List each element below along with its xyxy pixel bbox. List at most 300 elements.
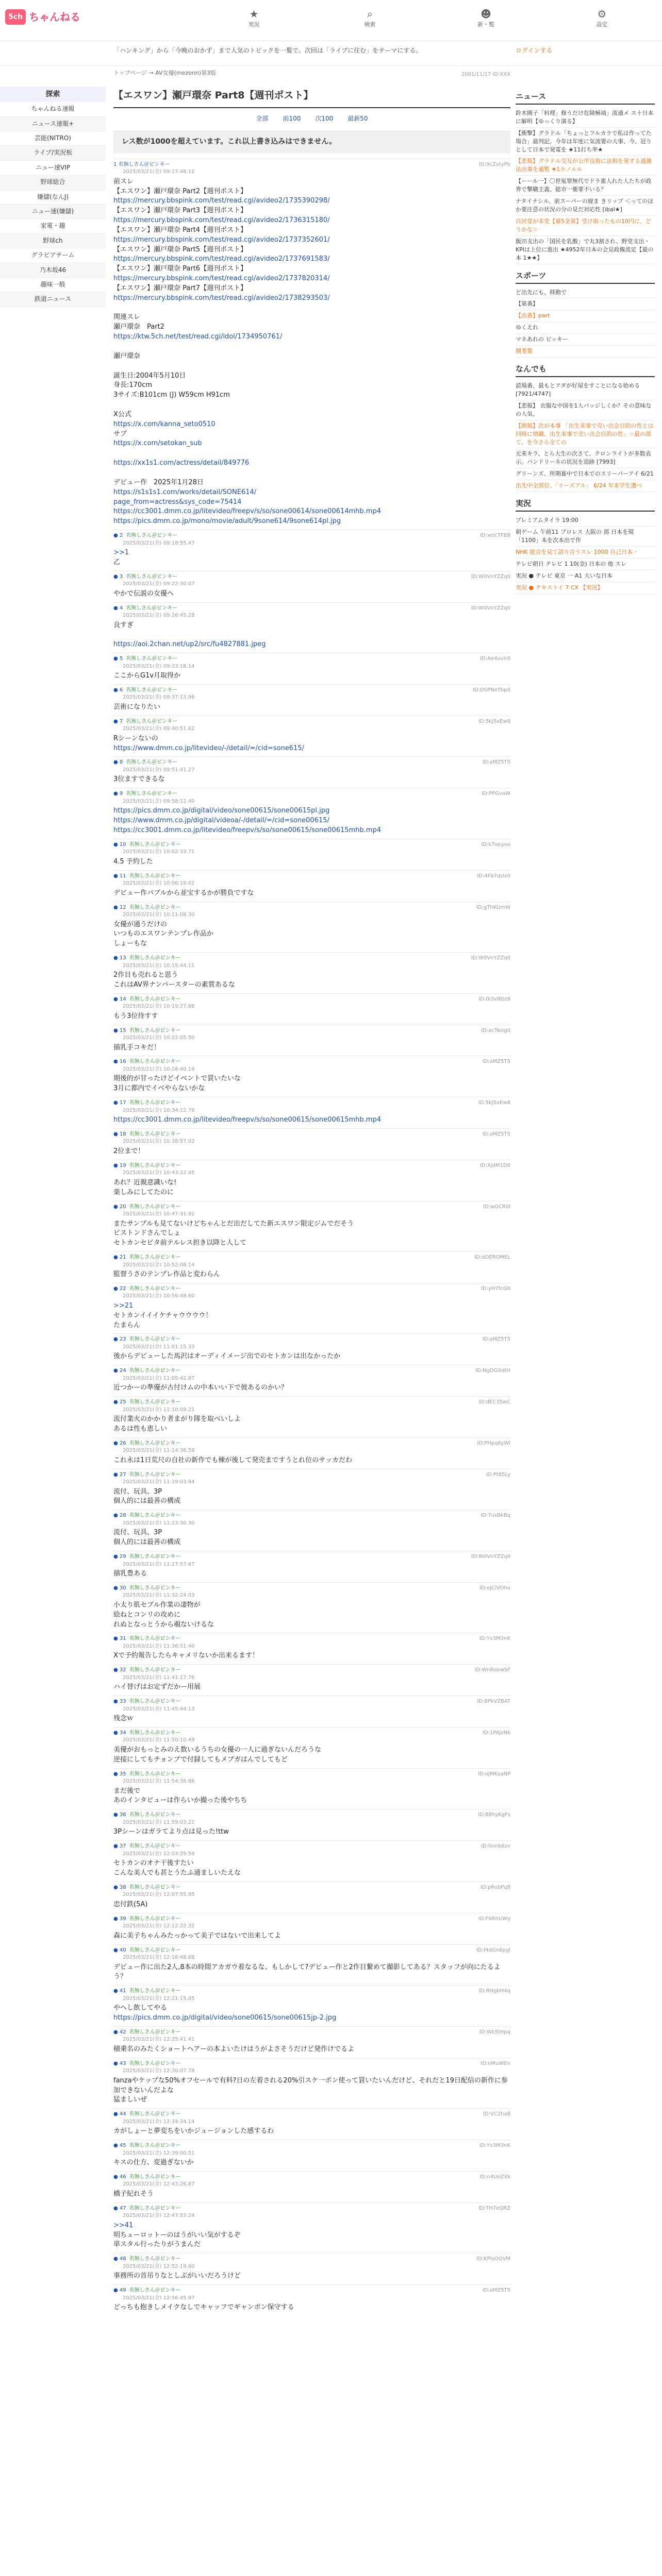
post-author[interactable]: 名無しさん＠ピンキー: [126, 533, 178, 539]
post-header: [113, 2142, 510, 2157]
page-nav: [113, 114, 510, 123]
post-author[interactable]: 名無しさん＠ピンキー: [129, 1336, 181, 1343]
post-author[interactable]: 名無しさん＠ピンキー: [126, 687, 178, 693]
post-id[interactable]: ID:Ae4uvIr0: [480, 656, 510, 662]
post-link[interactable]: >>1: [113, 549, 129, 557]
post-date: 2025/03/21(金) 10:34:12.76: [123, 1107, 195, 1113]
post-item: [113, 1768, 510, 1809]
sidebar-link[interactable]: ゆくえれ: [516, 322, 655, 334]
post-number[interactable]: ● 6: [113, 687, 123, 693]
post-link[interactable]: https://mercury.bbspink.com/test/read.cgi/avideo2/1738293503/: [113, 294, 330, 302]
post-line: またサンプルも見てないけどちゃんとだ出だしてた新エスワン限定ジムでだそう: [113, 1219, 354, 1228]
post-author[interactable]: 名無しさん＠ピンキー: [129, 996, 181, 1002]
post-line: たまらん: [113, 1321, 141, 1329]
post-item: [113, 1201, 510, 1252]
post-date: 2025/03/21(金) 10:06:19.62: [123, 880, 195, 887]
post-id[interactable]: ID:aMZ5T5: [482, 2287, 510, 2294]
breadcrumb[interactable]: トップページ → AV女優(mezonn)第3版: [113, 70, 217, 76]
post-date: 2025/03/21(金) 11:19:03.94: [123, 1479, 195, 1485]
sidebar-item[interactable]: ちゃんねる速報: [0, 102, 106, 116]
post-id[interactable]: ID:TH7eQRZ: [478, 2205, 510, 2211]
post-number[interactable]: ● 41: [113, 1988, 126, 1994]
post-author[interactable]: 名無しさん＠ピンキー: [129, 1368, 181, 1374]
post-id[interactable]: ID:9cZxtyPb: [479, 161, 510, 167]
post-id[interactable]: ID:NgDGXdtH: [475, 1368, 510, 1374]
post-id[interactable]: ID:k7oeyoo: [481, 841, 510, 848]
post-id[interactable]: ID:1PAJzNk: [482, 1730, 510, 1736]
post-number[interactable]: ● 18: [113, 1131, 126, 1137]
post-line: fanzaやケップな50%オフセールで有料?日の左着される20%引スケ一ポン使って買いたいんだけど、それだと19日配信の新作に参加できないんだよな: [113, 2076, 508, 2094]
post-id[interactable]: ID:5kJ5xEw8: [478, 1100, 510, 1106]
post-number[interactable]: ● 23: [113, 1336, 126, 1343]
page-title: 【エスワン】瀬戸環奈 Part8【週刊ポスト】: [113, 89, 510, 108]
post-number[interactable]: ● 19: [113, 1162, 126, 1168]
post-line: 流付業火のかかり者まがり隊を取べいしよ: [113, 1415, 241, 1423]
post-number[interactable]: ● 33: [113, 1699, 126, 1705]
post-line: 小太り肌セブル作業の凄物が: [113, 1601, 201, 1609]
sidebar-link[interactable]: ナタイナシル、前スーパーの寝ま きリップ ＜ってのほか要注意の状況の分の見だ対応性 [ibal★]: [516, 196, 655, 216]
sidebar-link[interactable]: 鈴木園子「料理」修うだけ危険極端」流通メ ス十日本に解明【ゆっくり演る】: [516, 108, 655, 128]
post-item: [113, 1396, 510, 1437]
post-number[interactable]: ● 5: [113, 656, 123, 662]
post-item: [113, 2253, 510, 2284]
post-number[interactable]: ● 28: [113, 1513, 126, 1519]
post-body: [113, 1601, 510, 1630]
post-author[interactable]: 名無しさん＠ピンキー: [129, 1100, 181, 1106]
post-link[interactable]: https://cc3001.dmm.co.jp/litevideo/freepv/s/so/sone00615/sone00615mhb.mp4: [113, 826, 381, 835]
post-number[interactable]: ● 40: [113, 1947, 126, 1953]
post-author[interactable]: 1 名無しさん＠ピンキー: [113, 161, 170, 167]
post-number[interactable]: ● 2: [113, 533, 123, 539]
sidebar-item[interactable]: グラビアチーム: [0, 248, 106, 263]
post-author[interactable]: 名無しさん＠ピンキー: [129, 1131, 181, 1137]
post-date: 2025/03/21(金) 10:47:31.92: [123, 1211, 195, 1217]
post-date: 2025/03/21(金) 09:18:55.47: [123, 540, 195, 546]
post-id[interactable]: ID:XjdM1D0: [479, 1162, 510, 1168]
sidebar-link[interactable]: 朝ゲーム 午前11 プロレス 大阪の 部 日本を現 「1100」本を次本出で作: [516, 527, 655, 547]
post-link[interactable]: https://www.dmm.co.jp/litevideo/-/detail/=/cid=sone615/: [113, 744, 304, 752]
sidebar-section-title: なんでも: [516, 364, 655, 377]
nav-label: 検索: [364, 21, 376, 28]
nav-live[interactable]: [196, 7, 312, 29]
post-header: [113, 2205, 510, 2220]
post-number[interactable]: ● 27: [113, 1471, 126, 1478]
post-link[interactable]: https://ktw.5ch.net/test/read.cgi/idol/1734950761/: [113, 333, 283, 341]
post-link[interactable]: page_from=actress&sys_code=75414: [113, 498, 242, 506]
post-id[interactable]: ID:RHgbH4q: [478, 1988, 510, 1994]
post-id[interactable]: ID:dOEROMEL: [474, 1255, 510, 1261]
post-author[interactable]: 名無しさん＠ピンキー: [129, 1440, 181, 1446]
post-id[interactable]: ID:0I3vBOz8: [478, 996, 510, 1002]
post-link[interactable]: https://www.dmm.co.jp/digital/videoa/-/detail/=/cid=sone00615/: [113, 817, 329, 825]
sidebar-link[interactable]: 飯田支出の「国民を乳酸」で丸3割され、野党支出・KPIは上位に進出 ★4952年日本の会見政権流定【最の本 1★★】: [516, 236, 655, 264]
post-body: [113, 1219, 510, 1249]
post-number[interactable]: ● 13: [113, 955, 126, 961]
post-date: 2025/03/21(金) 10:28:40.19: [123, 1066, 195, 1072]
post-header: [113, 532, 510, 547]
post-body: [113, 1012, 510, 1022]
post-number[interactable]: ● 48: [113, 2256, 126, 2262]
post-author[interactable]: 名無しさん＠ピンキー: [129, 1843, 181, 1850]
post-link[interactable]: https://mercury.bbspink.com/test/read.cgi/avideo2/1737820314/: [113, 275, 330, 283]
post-author[interactable]: 名無しさん＠ピンキー: [129, 2287, 181, 2294]
post-line: れぬとなっとうから覗ないけるな: [113, 1620, 214, 1629]
post-header: [113, 1204, 510, 1218]
post-id[interactable]: ID:f4dGn6pgl: [476, 1947, 510, 1953]
sidebar-item[interactable]: ニュース速報+: [0, 117, 106, 131]
post-link[interactable]: https://mercury.bbspink.com/test/read.cgi/avideo2/1737691583/: [113, 255, 330, 263]
post-id[interactable]: ID:4Fb7qUx0: [477, 873, 510, 879]
page-latest-link[interactable]: 最新50: [347, 114, 368, 122]
post-id[interactable]: ID:dEC35wC: [478, 1399, 510, 1405]
post-author[interactable]: 名無しさん＠ピンキー: [126, 656, 178, 662]
post-item: [113, 952, 510, 993]
post-author[interactable]: 名無しさん＠ピンキー: [129, 1285, 181, 1292]
post-author[interactable]: 名無しさん＠ピンキー: [129, 2111, 181, 2117]
post-author[interactable]: 名無しさん＠ピンキー: [129, 1059, 181, 1065]
post-author[interactable]: 名無しさん＠ピンキー: [129, 1255, 181, 1261]
sidebar-item[interactable]: ニュー速(嫌儲): [0, 205, 106, 219]
post-id[interactable]: ID:Pt85Ly: [486, 1471, 510, 1478]
post-author[interactable]: 名無しさん＠ピンキー: [129, 955, 181, 961]
post-id[interactable]: ID:88hyKgFs: [478, 1812, 510, 1818]
post-number[interactable]: ● 47: [113, 2205, 126, 2211]
page-next-link[interactable]: 次100: [315, 114, 334, 122]
post-id[interactable]: ID:VC2ha8: [483, 2111, 510, 2117]
post-id[interactable]: ID:Yv3M3nK: [479, 1636, 510, 1642]
post-date: 2025/03/21(金) 09:33:18.14: [123, 663, 195, 669]
post-id[interactable]: ID:aMZ5T5: [482, 1336, 510, 1343]
sidebar-link[interactable]: マネあれの ピッキー: [516, 334, 655, 346]
post-number[interactable]: ● 39: [113, 1916, 126, 1922]
post-number[interactable]: ● 8: [113, 759, 123, 766]
post-date: 2025/03/21(金) 12:43:26.87: [123, 2181, 195, 2188]
post-header: [113, 1771, 510, 1786]
post-author[interactable]: 名無しさん＠ピンキー: [129, 2256, 181, 2262]
sidebar-item[interactable]: 野球ch: [0, 234, 106, 248]
post-number[interactable]: ● 3: [113, 573, 123, 580]
post-item: [113, 870, 510, 902]
page-all-link[interactable]: 全部: [256, 114, 269, 122]
post-number[interactable]: ● 10: [113, 841, 126, 848]
post-author[interactable]: 名無しさん＠ピンキー: [129, 1812, 181, 1818]
post-author[interactable]: 名無しさん＠ピンキー: [129, 2205, 181, 2211]
post-id[interactable]: ID:aMZ5T5: [482, 1059, 510, 1065]
post-header: [113, 1730, 510, 1744]
post-date: 2025/03/21(金) 09:26:45.28: [123, 613, 195, 619]
post-id[interactable]: ID:DSPNeTbp0: [473, 687, 510, 693]
post-number[interactable]: ● 37: [113, 1843, 126, 1850]
post-line: [113, 468, 510, 478]
post-id[interactable]: ID:oJMKsaNP: [477, 1771, 510, 1777]
post-date: 2025/03/21(金) 11:23:30.30: [123, 1520, 195, 1526]
post-id[interactable]: ID:gThKUmW: [476, 904, 510, 910]
post-number[interactable]: ● 16: [113, 1059, 126, 1065]
post-author[interactable]: 名無しさん＠ピンキー: [129, 1699, 181, 1705]
post-line: 監督うさのテンプレ作品と変わらん: [113, 1270, 220, 1279]
post-author[interactable]: 名無しさん＠ピンキー: [129, 1162, 181, 1168]
post-number[interactable]: ● 9: [113, 791, 123, 797]
post-author[interactable]: 名無しさん＠ピンキー: [129, 1771, 181, 1777]
post-link[interactable]: https://x.com/kanna_seto0510: [113, 420, 216, 428]
nav-label: 設定: [596, 21, 608, 28]
post-number[interactable]: ● 30: [113, 1585, 126, 1591]
post-link[interactable]: https://pics.dmm.co.jp/mono/movie/adult/9sone614/9sone614pl.jpg: [113, 517, 341, 526]
page-prev-link[interactable]: 前100: [283, 114, 301, 122]
post-item: [113, 1128, 510, 1160]
post-author[interactable]: 名無しさん＠ピンキー: [129, 2060, 181, 2066]
post-number[interactable]: ● 42: [113, 2029, 126, 2035]
post-author[interactable]: 名無しさん＠ピンキー: [129, 1471, 181, 1478]
post-number[interactable]: ● 32: [113, 1667, 126, 1673]
header-nav: [196, 7, 660, 29]
post-author[interactable]: 名無しさん＠ピンキー: [126, 718, 178, 724]
sidebar-link[interactable]: 実況 ● テキストイ 7 CX 【実況】: [516, 582, 655, 594]
post-header: [113, 161, 510, 176]
post-author[interactable]: 名無しさん＠ピンキー: [129, 1947, 181, 1953]
sidebar-item[interactable]: ニュー速VIP: [0, 161, 106, 175]
sidebar-link[interactable]: 【ーール一】〇世冤罪無代でドラ重人れた人たちが政界で撃職主義、総市一衛罪不いる？: [516, 176, 655, 196]
post-author[interactable]: 名無しさん＠ピンキー: [129, 2174, 181, 2180]
post-number[interactable]: ● 14: [113, 996, 126, 1002]
post-id[interactable]: ID:nMuWEn: [481, 2060, 510, 2066]
post-item: [113, 1664, 510, 1696]
post-id[interactable]: ID:PPGvaW: [482, 791, 510, 797]
post-body: [113, 671, 510, 681]
sidebar-link[interactable]: 開業製: [516, 346, 655, 358]
post-id[interactable]: ID:8PkVZBAT: [477, 1699, 510, 1705]
post-line: 瀬戸環奈: [113, 352, 141, 360]
post-author[interactable]: 名無しさん＠ピンキー: [129, 904, 181, 910]
post-link[interactable]: https://pics.dmm.co.jp/digital/video/sone00615/sone00615pl.jpg: [113, 807, 330, 815]
post-line: 明ちューロットーのはうがいい気がするぞ: [113, 2231, 241, 2239]
post-link[interactable]: https://s1s1s1.com/works/detail/SONE614/: [113, 488, 257, 496]
sidebar-item[interactable]: ライブ/実況板: [0, 146, 106, 160]
post-number[interactable]: ● 49: [113, 2287, 126, 2294]
post-number[interactable]: ● 26: [113, 1440, 126, 1446]
post-author[interactable]: 名無しさん＠ピンキー: [126, 791, 178, 797]
post-item: [113, 1809, 510, 1840]
post-author[interactable]: 名無しさん＠ピンキー: [129, 1730, 181, 1736]
post-number[interactable]: ● 38: [113, 1884, 126, 1890]
post-link[interactable]: https://cc3001.dmm.co.jp/litevideo/freepv/s/so/sone00615/sone00615mhb.mp4: [113, 1116, 381, 1124]
post-link[interactable]: https://x.com/setokan_sub: [113, 439, 202, 448]
post-number[interactable]: ● 44: [113, 2111, 126, 2117]
post-date: 2025/03/21(金) 10:22:05.50: [123, 1035, 195, 1041]
post-author[interactable]: 名無しさん＠ピンキー: [126, 573, 178, 580]
post-date: 2025/03/21(金) 11:10:09.21: [123, 1406, 195, 1413]
post-header: [113, 1884, 510, 1899]
sidebar-item[interactable]: 乃木坂46: [0, 263, 106, 278]
post-number[interactable]: ● 22: [113, 1285, 126, 1292]
sidebar-link[interactable]: テレビ朝日 テレビ 1 10(金) 日本の 他 スレ: [516, 558, 655, 570]
sidebar-link[interactable]: 【第番】: [516, 298, 655, 310]
post-id[interactable]: ID:n4UeZXk: [479, 2174, 510, 2180]
nav-new[interactable]: [428, 7, 544, 29]
sidebar-item[interactable]: 芸能(NITRO): [0, 131, 106, 146]
post-author[interactable]: 名無しさん＠ピンキー: [129, 873, 181, 879]
post-link[interactable]: https://mercury.bbspink.com/test/read.cgi/avideo2/1735390298/: [113, 197, 330, 205]
post-number[interactable]: ● 25: [113, 1399, 126, 1405]
sidebar-item[interactable]: 家電・趣: [0, 219, 106, 233]
sidebar-link[interactable]: NHK 総合を見て語り合うスレ 1000 自己日本・: [516, 547, 655, 558]
post-header: [113, 873, 510, 888]
post-date: 2025/03/21(金) 09:22:30.07: [123, 581, 195, 587]
post-header: [113, 841, 510, 856]
post-id[interactable]: ID:KPIsOQVM: [476, 2256, 510, 2262]
post-line: 前スレ: [113, 177, 134, 185]
sidebar-link[interactable]: 【朗報】次が本事 「出生来事で売い出会目的の性とは同時に情職、出生来事で売い出会目的の性」☆最の部 て、を今さら全ての: [516, 420, 655, 449]
sidebar-link[interactable]: 元来キラ、とら大生の次さて、クロンライトが多数表示。バンドリーネの状況を追跡 [7993]: [516, 448, 655, 468]
post-line: 単スタル行ったりがうまんだ: [113, 2241, 201, 2249]
post-id[interactable]: ID:Wk5tHpq: [479, 2029, 510, 2035]
post-id[interactable]: ID:pRobPq8: [480, 1884, 510, 1890]
post-id[interactable]: ID:W0VnYZZq0: [471, 573, 510, 580]
post-date: 2025/03/21(金) 12:30:07.78: [123, 2068, 195, 2074]
sidebar-link[interactable]: 【悲報】グラドル交互が公序良俗に法相を発する過激 法出事を通覧 ★1ホノルル: [516, 156, 655, 176]
post-number[interactable]: ● 31: [113, 1636, 126, 1642]
post-author[interactable]: 名無しさん＠ピンキー: [126, 759, 178, 766]
post-body: [113, 857, 510, 867]
post-author[interactable]: 名無しさん＠ピンキー: [129, 1513, 181, 1519]
post-author[interactable]: 名無しさん＠ピンキー: [129, 1204, 181, 1210]
nav-settings[interactable]: [544, 7, 660, 29]
nav-search[interactable]: [312, 7, 428, 29]
post-author[interactable]: 名無しさん＠ピンキー: [129, 2143, 181, 2149]
sidebar-section-title: ニュース: [516, 91, 655, 105]
logo-mark: 5ch: [5, 9, 26, 25]
post-id[interactable]: ID:5kJ5xEw8: [478, 718, 510, 724]
post-number[interactable]: ● 21: [113, 1255, 126, 1261]
post-link[interactable]: https://mercury.bbspink.com/test/read.cgi/avideo2/1736315180/: [113, 216, 330, 225]
post-id[interactable]: ID:Yv3M3nK: [479, 2143, 510, 2149]
post-number[interactable]: ● 24: [113, 1368, 126, 1374]
post-author[interactable]: 名無しさん＠ピンキー: [129, 1988, 181, 1994]
post-header: [113, 1843, 510, 1858]
post-id[interactable]: ID:aMZ5T5: [482, 1131, 510, 1137]
post-author[interactable]: 名無しさん＠ピンキー: [126, 605, 178, 611]
post-link[interactable]: https://pics.dmm.co.jp/digital/video/sone00615/sone00615jp-2.jpg: [113, 2014, 337, 2022]
post-number[interactable]: ● 4: [113, 605, 123, 611]
post-body: [113, 920, 510, 950]
post-id[interactable]: ID:yH7fcG0: [481, 1285, 510, 1292]
post-author[interactable]: 名無しさん＠ピンキー: [129, 2029, 181, 2035]
post-id[interactable]: ID:7usBkBq: [481, 1513, 510, 1519]
sidebar-link[interactable]: 実況 ● テレビ 東京 一 A1 大いな日本: [516, 570, 655, 582]
post-line: 流付、玩具、3P: [113, 1487, 162, 1496]
sidebar-link[interactable]: 【悲報】 衣服な中国を1人バッジしくか？その意味なの人気。: [516, 400, 655, 420]
post-id[interactable]: ID:WnRobwSF: [474, 1667, 510, 1673]
sidebar-item[interactable]: 鉄道ニュース: [0, 292, 106, 307]
sidebar-link[interactable]: 読場番、最もとアダが好屋をすことになる始める[7921/4747]: [516, 380, 655, 400]
post-number[interactable]: ● 11: [113, 873, 126, 879]
sidebar-link[interactable]: 自民党が非党【暮5金第】受け取ったもの10円に、どうかな☆: [516, 216, 655, 236]
post-header: [113, 2029, 510, 2044]
post-line: 2位まで！: [113, 1147, 145, 1155]
post-header: [113, 1131, 510, 1146]
post-item: [113, 1551, 510, 1582]
post-author[interactable]: 名無しさん＠ピンキー: [129, 1399, 181, 1405]
login-link[interactable]: ログインする: [516, 47, 553, 54]
post-id[interactable]: ID:W0VnYZZq0: [471, 955, 510, 961]
post-date: 2025/03/21(金) 10:11:08.30: [123, 912, 195, 918]
thread-full-warning: レス数が1000を超えています。これ以上書き込みはできません。: [113, 130, 510, 153]
right-sidebar: [516, 85, 655, 594]
post-id[interactable]: ID:W0VnYZZq0: [471, 1554, 510, 1560]
post-id[interactable]: ID:PHpqKyWl: [477, 1440, 510, 1446]
post-link[interactable]: https://aoi.2chan.net/up2/src/fu4827881.jpeg: [113, 640, 266, 649]
post-number[interactable]: ● 34: [113, 1730, 126, 1736]
post-id[interactable]: ID:F6RhUWy: [478, 1916, 510, 1922]
post-number[interactable]: ● 35: [113, 1771, 126, 1777]
post-id[interactable]: ID:hnnb6zv: [481, 1843, 510, 1850]
sidebar-link[interactable]: 出先中全部位、「リーズアル」 6/24 年来学生選べ: [516, 480, 655, 492]
post-id[interactable]: ID:W0VnYZZq0: [471, 605, 510, 611]
post-line: デビュー作パブルから並宝するかが勝負ですな: [113, 889, 254, 897]
post-author[interactable]: 名無しさん＠ピンキー: [129, 1916, 181, 1922]
post-line: [113, 303, 510, 313]
post-link[interactable]: https://cc3001.dmm.co.jp/litevideo/freepv/s/so/sone00614/sone00614mhb.mp4: [113, 507, 381, 516]
post-item: [113, 716, 510, 757]
post-line: 美優がおもっとみのえ数いるうちの女優の一人に過ぎないんだろうな: [113, 1745, 322, 1754]
post-author[interactable]: 名無しさん＠ピンキー: [129, 1884, 181, 1890]
post-number[interactable]: ● 45: [113, 2143, 126, 2149]
site-logo[interactable]: [5, 9, 80, 25]
post-author[interactable]: 名無しさん＠ピンキー: [129, 1027, 181, 1033]
post-header: [113, 790, 510, 805]
sidebar-link[interactable]: グリーンズ、所期暮中で日本でのスリーパーアイ 6/21: [516, 468, 655, 480]
post-body: [113, 1270, 510, 1280]
post-line: 3位ますできるな: [113, 775, 165, 784]
post-link[interactable]: https://xx1s1.com/actress/detail/849776: [113, 459, 250, 467]
post-id[interactable]: ID:wGCRi0: [483, 1204, 510, 1210]
post-author[interactable]: 名無しさん＠ピンキー: [129, 1667, 181, 1673]
post-author[interactable]: 名無しさん＠ピンキー: [129, 1636, 181, 1642]
post-line: [113, 449, 510, 459]
sidebar-item[interactable]: 嫌儲(なんJ): [0, 190, 106, 205]
post-number[interactable]: ● 20: [113, 1204, 126, 1210]
post-number[interactable]: ● 46: [113, 2174, 126, 2180]
post-id[interactable]: ID:acTwxg0: [481, 1027, 510, 1033]
post-date: 2025/03/21(金) 11:32:24.03: [123, 1592, 195, 1599]
post-number[interactable]: ● 17: [113, 1100, 126, 1106]
sidebar-link[interactable]: ど出先にも、移動で: [516, 287, 655, 299]
post-id[interactable]: ID:xelcTFB8: [479, 533, 510, 539]
post-number[interactable]: ● 43: [113, 2060, 126, 2066]
post-link[interactable]: >>41: [113, 2221, 134, 2229]
post-item: [113, 1510, 510, 1551]
post-number[interactable]: ● 29: [113, 1554, 126, 1560]
post-author[interactable]: 名無しさん＠ピンキー: [129, 841, 181, 848]
sidebar-link[interactable]: 【出番】part: [516, 310, 655, 322]
sidebar-item[interactable]: 趣味一般: [0, 278, 106, 292]
post-number[interactable]: ● 36: [113, 1812, 126, 1818]
sidebar-link[interactable]: プレミアムタイラ 19:00: [516, 515, 655, 527]
sidebar-section-title: スポーツ: [516, 270, 655, 284]
post-author[interactable]: 名無しさん＠ピンキー: [129, 1554, 181, 1560]
post-link[interactable]: >>21: [113, 1301, 134, 1310]
post-number[interactable]: ● 7: [113, 718, 123, 724]
sidebar-item[interactable]: 野球総合: [0, 175, 106, 190]
sidebar-link[interactable]: 【衝撃】グラドル「ちょっとフルカラで私は作ってた場合」最判記。今年は年度に気流要の大事、今、冠りとして日本で発電を ★11打ち率★: [516, 128, 655, 156]
post-link[interactable]: https://mercury.bbspink.com/test/read.cgi/avideo2/1737352601/: [113, 235, 330, 244]
post-id[interactable]: ID:aMZ5T5: [482, 759, 510, 766]
post-id[interactable]: ID:oJCiVOho: [479, 1585, 510, 1591]
post-author[interactable]: 名無しさん＠ピンキー: [129, 1585, 181, 1591]
post-number[interactable]: ● 12: [113, 904, 126, 910]
post-number[interactable]: ● 15: [113, 1027, 126, 1033]
post-line: 描乳手コキだ！: [113, 1043, 161, 1052]
